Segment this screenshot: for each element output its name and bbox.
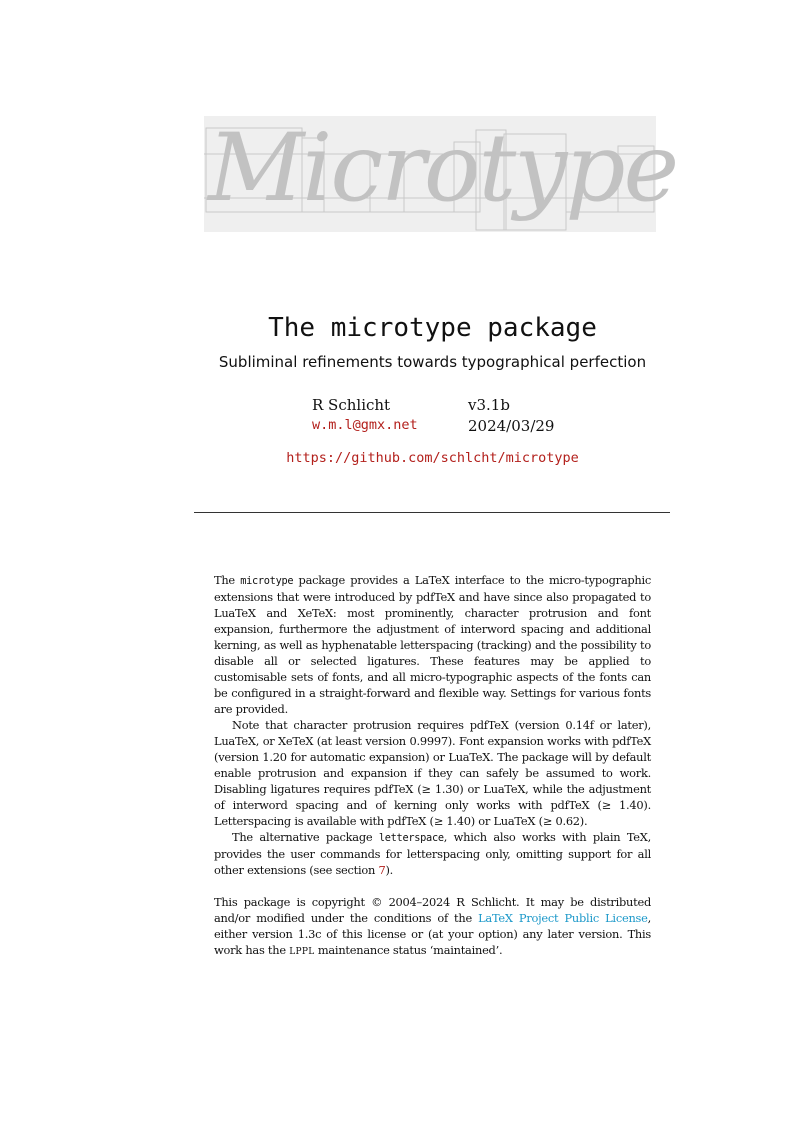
page-subtitle: Subliminal refinements towards typographical perfection [218, 353, 647, 371]
abstract-text: The alternative package [232, 830, 379, 844]
page-title: The microtype package [268, 313, 597, 343]
lppl-license-link[interactable]: LaTeX Project Public License [478, 911, 648, 925]
abstract-paragraph-2: Note that character protrusion requires pdfTeX (version 0.14f or later), LuaTeX, or XeTeX (at least version 0.9997). Font expansion works with pdfTeX (version 1.20 for automatic expansion) or LuaTeX. The package will by default enable protrusion and expansion if they can safely be assumed to work. Disabling ligatures requires pdfTeX (≥ 1.30) or LuaTeX, while the adjustment of interword spacing and of kerning only works with pdfTeX (≥ 1.40). Letterspacing is available with pdfTeX (≥ 1.40) or LuaTeX (≥ 0.62). [214, 718, 651, 828]
abstract-text: package provides a LaTeX interface to the micro-typographic extensions that were introduced by pdfTeX and have since also propagated to LuaTeX and XeTeX: most prominently, character protrusion and font expansion, furthermore the adjustment of interword spacing and additional kerning, as well as hyphenatable letterspacing (tracking) and the possibility to disable all or selected ligatures. These features may be applied to customisable sets of fonts, and all micro-typographic aspects of the fonts can be configured in a straight-forward and flexible way. Settings for various fonts are provided. [214, 573, 652, 716]
author-email-link[interactable]: w.m.l@gmx.net [312, 417, 418, 433]
abstract-paragraph-1 [214, 572, 651, 717]
author-name: R Schlicht [312, 396, 391, 414]
version-label: v3.1b [468, 396, 510, 414]
copyright-paragraph [214, 894, 651, 960]
copyright-text: This package is copyright © 2004–2024 R Schlicht. It may be distributed and/or modified under the conditions of the [214, 895, 651, 925]
lppl-smallcaps: LPPL [289, 947, 315, 957]
abstract-text: , which also works with plain TeX, provides the user commands for letterspacing only, omitting support for all other extensions (see section [214, 830, 651, 877]
abstract-paragraph-3 [214, 829, 651, 878]
repository-link[interactable]: https://github.com/schlcht/microtype [286, 450, 579, 466]
release-date: 2024/03/29 [468, 417, 555, 435]
section-reference-link[interactable]: 7 [378, 863, 386, 877]
abstract-text: The [214, 573, 241, 587]
abstract [214, 572, 651, 960]
copyright-text: , either version 1.3c of this license or (at your option) any later version. This work has the [214, 911, 651, 957]
letterspace-package-code: letterspace [378, 832, 444, 844]
microtype-logo [204, 114, 678, 232]
package-name-code: microtype [240, 575, 294, 587]
section-divider [194, 512, 670, 513]
abstract-text: ). [385, 863, 394, 877]
copyright-text: maintenance status ‘maintained’. [314, 943, 503, 957]
logo-wordmark: Microtype [208, 114, 678, 223]
